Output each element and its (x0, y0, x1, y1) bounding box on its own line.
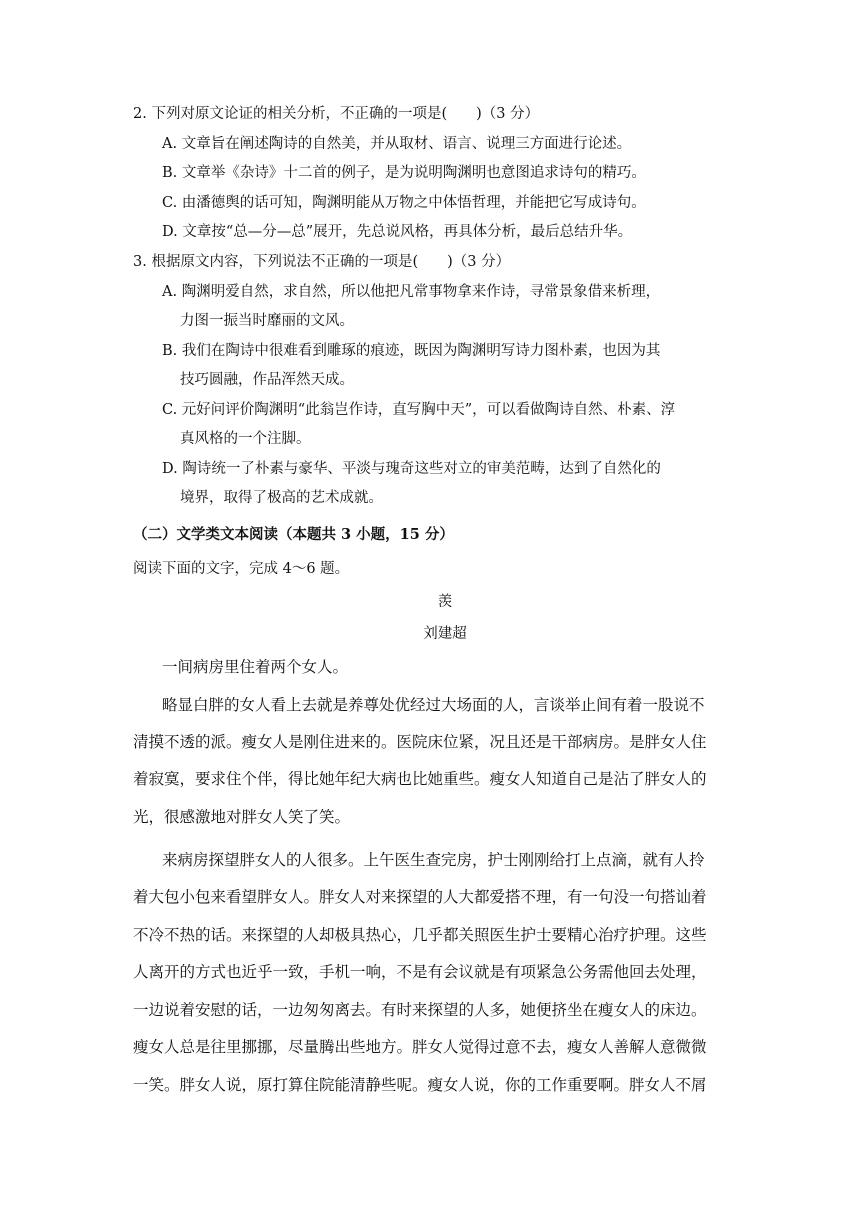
story-paragraph-2-line: 清摸不透的派。瘦女人是刚住进来的。医院床位紧，况且还是干部病房。是胖女人住 (133, 733, 707, 751)
story-paragraph-2-line: 光，很感激地对胖女人笑了笑。 (133, 808, 351, 826)
story-paragraph-3-line: 来病房探望胖女人的人很多。上午医生查完房，护士刚刚给打上点滴，就有人拎 (162, 851, 705, 869)
story-paragraph-3-line: 一笑。胖女人说，原打算住院能清静些呢。瘦女人说，你的工作重要啊。胖女人不屑 (133, 1076, 707, 1094)
question-3-stem: 3. 根据原文内容，下列说法不正确的一项是( )（3 分） (133, 254, 511, 270)
story-paragraph-3-line: 瘦女人总是往里挪挪，尽量腾出些地方。胖女人觉得过意不去，瘦女人善解人意微微 (133, 1038, 707, 1056)
story-paragraph-3-line: 人离开的方式也近乎一致，手机一响，不是有会议就是有项紧急公务需他回去处理， (133, 963, 707, 981)
question-3-option-a-line2: 力图一振当时靡丽的文风。 (180, 313, 354, 329)
question-3-option-b-line2: 技巧圆融，作品浑然天成。 (180, 372, 354, 388)
story-paragraph-2-line: 着寂寞，要求住个伴，得比她年纪大病也比她重些。瘦女人知道自己是沾了胖女人的 (133, 770, 707, 788)
question-2-stem: 2. 下列对原文论证的相关分析，不正确的一项是( )（3 分） (133, 106, 540, 122)
question-2-option-b: B. 文章举《杂诗》十二首的例子，是为说明陶渊明也意图追求诗句的精巧。 (162, 165, 646, 181)
question-2-option-c: C. 由潘德舆的话可知，陶渊明能从万物之中体悟哲理，并能把它写成诗句。 (162, 195, 646, 211)
story-paragraph-3-line: 不冷不热的话。来探望的人却极具热心，几乎都关照医生护士要精心治疗护理。这些 (133, 926, 707, 944)
question-2-option-a: A. 文章旨在阐述陶诗的自然美，并从取材、语言、说理三方面进行论述。 (162, 136, 632, 152)
question-3-option-d-line2: 境界，取得了极高的艺术成就。 (180, 490, 383, 506)
question-3-option-b-line1: B. 我们在陶诗中很难看到雕琢的痕迹，既因为陶渊明写诗力图朴素，也因为其 (162, 343, 661, 359)
story-title: 羡 (437, 594, 453, 610)
story-paragraph-3-line: 一边说着安慰的话，一边匆匆离去。有时来探望的人多，她便挤坐在瘦女人的床边。 (133, 1001, 707, 1019)
section-heading: （二）文学类文本阅读（本题共 3 小题，15 分） (133, 526, 454, 543)
question-2-option-d: D. 文章按“总—分—总”展开，先总说风格，再具体分析，最后总结升华。 (162, 224, 633, 240)
question-3-option-c-line1: C. 元好问评价陶渊明“此翁岂作诗，直写胸中天”，可以看做陶诗自然、朴素、淳 (162, 402, 676, 418)
story-paragraph-1: 一间病房里住着两个女人。 (162, 658, 349, 676)
story-paragraph-3-line: 着大包小包来看望胖女人。胖女人对来探望的人大都爱搭不理，有一句没一句搭讪着 (133, 888, 707, 906)
question-3-option-c-line2: 真风格的一个注脚。 (180, 431, 311, 447)
section-instruction: 阅读下面的文字，完成 4～6 题。 (133, 561, 350, 577)
question-3-option-d-line1: D. 陶诗统一了朴素与豪华、平淡与瑰奇这些对立的审美范畴，达到了自然化的 (162, 461, 661, 477)
story-author: 刘建超 (423, 626, 467, 642)
question-3-option-a-line1: A. 陶渊明爱自然，求自然，所以他把凡常事物拿来作诗，寻常景象借来析理， (162, 284, 661, 300)
story-paragraph-2-line: 略显白胖的女人看上去就是养尊处优经过大场面的人，言谈举止间有着一股说不 (162, 696, 705, 714)
